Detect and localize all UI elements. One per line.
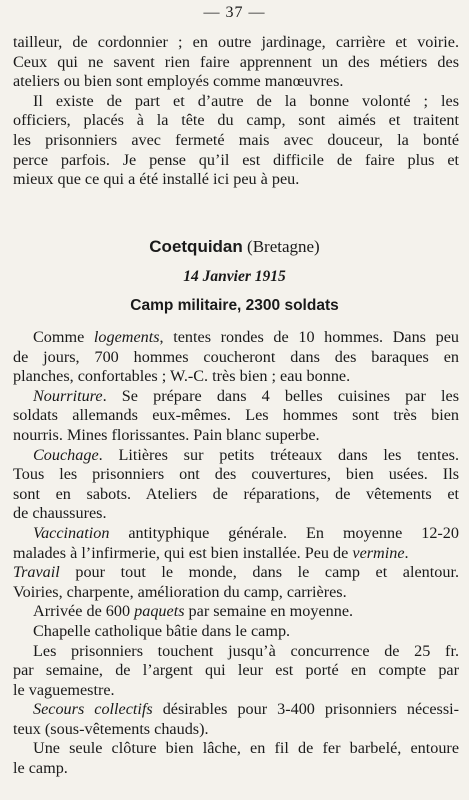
text-line: teux (sous-vêtements chauds). xyxy=(13,719,209,738)
page-number: — 37 — xyxy=(203,4,266,21)
term-couchage: Couchage xyxy=(33,445,99,464)
paragraph-chapelle xyxy=(13,622,459,642)
text-line: Tous les prisonniers ont des couvertures, bien usées. Ils xyxy=(13,465,459,484)
body-text-block xyxy=(13,328,459,779)
text-line: de chaussures. xyxy=(13,504,107,523)
paragraph-travail: Travail pour tout le monde, dans le camp et alentour. Voiries, charpente, amélioration du camp, carrières. xyxy=(13,563,459,601)
text-line: Voiries, charpente, amélioration du camp, carrières. xyxy=(13,582,347,601)
heading-region: (Bretagne) xyxy=(247,237,320,256)
text-line: le vaguemestre. xyxy=(13,680,115,699)
paragraph-logements: Comme logements, tentes rondes de 10 hommes. Dans peu de jours, 700 hommes coucheront dans des baraques en planches, confortables ; W.-C. très bien ; eau bonne. xyxy=(13,328,459,386)
text-line: mieux que ce qui a été installé ici peu à peu. xyxy=(13,170,300,189)
text-line: Les prisonniers touchent jusqu’à concurrence de 25 fr. xyxy=(33,641,459,660)
text-line: Ceux qui ne savent rien faire apprennent un des métiers des xyxy=(13,52,459,71)
paragraph-cloture xyxy=(13,739,459,778)
paragraph-ateliers xyxy=(13,33,459,92)
section-heading xyxy=(0,237,469,257)
text-line: tailleur, de cordonnier ; en outre jardinage, carrière et voirie. xyxy=(13,33,459,51)
term-vaccination: Vaccination xyxy=(33,523,110,542)
paragraph-vaccination: Vaccination antityphique générale. En moyenne 12-20 malades à l’infirmerie, qui est bien installée. Peu de vermine. xyxy=(13,523,459,562)
paragraph-bonne-volonte xyxy=(13,92,459,190)
paragraph-nourriture: Nourriture. Se prépare dans 4 belles cuisines par les soldats allemands eux-mêmes. Les hommes sont très bien nourris. Mines florissantes. Pain blanc superbe. xyxy=(13,386,459,444)
text-line: le camp. xyxy=(13,759,68,778)
text-line: officiers, placés à la tête du camp, sont aimés et traitent xyxy=(13,111,459,130)
text-line: sont en sabots. Ateliers de réparations, de vêtements et xyxy=(13,484,459,503)
term-secours-collectifs: Secours collectifs xyxy=(33,700,153,719)
paragraph-prisonniers xyxy=(13,642,459,701)
text-line: Chapelle catholique bâtie dans le camp. xyxy=(33,621,291,640)
heading-date: 14 Janvier 1915 xyxy=(183,268,286,285)
text-line: de jours, 700 hommes coucheront dans des baraques en xyxy=(13,347,459,366)
term-paquets: paquets xyxy=(134,602,185,621)
top-text-block xyxy=(13,33,459,190)
heading-place: Coetquidan xyxy=(149,237,243,256)
paragraph-paquets: Arrivée de 600 paquets par semaine en moyenne. xyxy=(33,602,354,621)
text-line: perce parfois. Je pense qu’il est difficile de faire plus et xyxy=(13,150,459,169)
term-travail: Travail xyxy=(13,563,60,582)
text-line: Il existe de part et d’autre de la bonne volonté ; les xyxy=(33,91,459,110)
text-line: Une seule clôture bien lâche, en fil de fer barbelé, entoure xyxy=(33,739,459,758)
text-line: par semaine, de l’argent qui leur est porté en compte par xyxy=(13,661,459,680)
paragraph-secours: Secours collectifs désirables pour 3-400 prisonniers nécessi- teux (sous-vêtements chauds). xyxy=(13,700,460,738)
text-line: les prisonniers avec fermeté mais avec douceur, la bonté xyxy=(13,130,459,149)
term-nourriture: Nourriture xyxy=(33,386,103,405)
text-line: planches, confortables ; W.-C. très bien ; eau bonne. xyxy=(13,367,351,386)
text-line: nourris. Mines florissantes. Pain blanc superbe. xyxy=(13,425,320,444)
text-line: soldats allemands eux-mêmes. Les hommes sont très bien xyxy=(13,406,459,425)
term-vermine: vermine xyxy=(352,543,405,562)
text-line: ateliers ou bien sont employés comme manœuvres. xyxy=(13,72,344,91)
paragraph-couchage: Couchage. Litières sur petits tréteaux dans les tentes. Tous les prisonniers ont des couvertures, bien usées. Ils sont en sabots. Ateliers de réparations, de vêtements et de chaussures. xyxy=(13,445,459,523)
heading-subtitle: Camp militaire, 2300 soldats xyxy=(130,297,339,314)
term-logements: logements xyxy=(93,328,160,346)
